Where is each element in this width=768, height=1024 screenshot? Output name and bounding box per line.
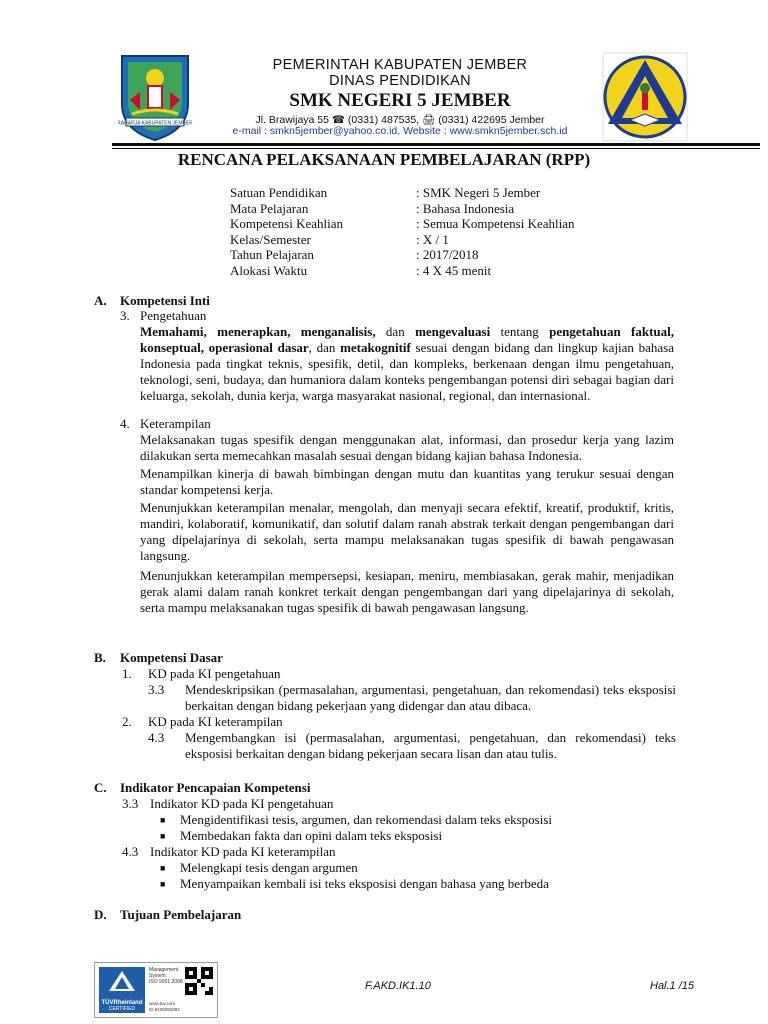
indicator-text: Menyampaikan kembali isi teks eksposisi dengan bahasa yang berbeda xyxy=(180,876,549,891)
bullet-icon: ■ xyxy=(160,879,166,889)
kd-number: 3.3 xyxy=(148,682,165,697)
ki4-paragraph-3: Menunjukkan keterampilan menalar, mengolah, dan menyaji secara efektif, kreatif, produktif, kritis, mandiri, kolaboratif, komunikatif, dan solutif dalam ranah abstrak terkait dengan pengembangan dari yang dipelajarinya di sekolah, serta mampu melaksanakan tugas spesifik di bawah pengawasan langsung. xyxy=(140,500,674,563)
bullet-icon: ■ xyxy=(160,863,166,873)
school-contact[interactable]: e-mail : smkn5jember@yahoo.co.id, Website : www.smkn5jember.sch.id xyxy=(232,125,568,137)
ki4-heading xyxy=(120,416,211,432)
section-title: Kompetensi Inti xyxy=(120,293,210,308)
section-letter: C. xyxy=(94,780,107,795)
school-address: Jl. Brawijaya 55 ☎ (0331) 487535, 🖨 (0331) 422695 Jember xyxy=(255,114,545,126)
info-label: Kelas/Semester xyxy=(230,231,311,247)
tuv-logo xyxy=(99,967,145,1013)
kd-knowledge-heading xyxy=(122,666,280,682)
cert-text xyxy=(149,967,183,985)
info-label: Tahun Pelajaran xyxy=(230,247,314,262)
item-number: 3.3 xyxy=(122,796,139,811)
header-rule-thick xyxy=(112,143,760,146)
section-letter: D. xyxy=(94,907,107,922)
bold-text: mengevaluasi xyxy=(415,324,491,339)
section-c-heading xyxy=(94,780,310,796)
indicator-item xyxy=(160,828,442,844)
info-row xyxy=(230,247,575,263)
document-code: F.AKD.IK1.10 xyxy=(365,980,431,992)
ki4-paragraph-2: Menampilkan kinerja di bawah bimbingan dengan mutu dan kuantitas yang terukur sesuai dengan standar kompetensi kerja. xyxy=(140,466,674,497)
item-number: 4. xyxy=(120,416,130,431)
text: , dan xyxy=(308,340,341,355)
info-value: : SMK Negeri 5 Jember xyxy=(416,185,541,200)
kd-3-3 xyxy=(148,682,676,714)
section-b-heading xyxy=(94,650,223,666)
section-title: Indikator Pencapaian Kompetensi xyxy=(120,780,311,795)
info-label: Satuan Pendidikan xyxy=(230,185,328,200)
section-letter: A. xyxy=(94,293,107,308)
ki3-paragraph xyxy=(140,324,674,404)
indicator-skill-heading xyxy=(122,844,336,860)
cert-url: www.tuv.com xyxy=(149,1001,176,1006)
info-row xyxy=(230,232,575,248)
bullet-icon: ■ xyxy=(160,831,166,841)
school-name: SMK NEGERI 5 JEMBER xyxy=(289,90,511,111)
info-row xyxy=(230,201,575,217)
school-logo xyxy=(602,52,688,142)
info-label: Mata Pelajaran xyxy=(230,200,309,216)
indicator-text: Membedakan fakta dan opini dalam teks eksposisi xyxy=(180,828,443,843)
text: dan xyxy=(375,324,416,339)
item-label: Pengetahuan xyxy=(140,308,207,323)
section-letter: B. xyxy=(94,650,106,665)
info-row xyxy=(230,263,575,279)
tuv-certified: CERTIFIED xyxy=(108,1006,136,1012)
government-name: PEMERINTAH KABUPATEN JEMBER xyxy=(272,57,528,73)
kd-skill-heading xyxy=(122,714,283,730)
info-row xyxy=(230,216,575,232)
logo-caption: RAHARJA KABUPATEN JEMBER xyxy=(118,120,192,127)
cert-line: ISO 9001:2008 xyxy=(149,979,183,985)
indicator-item xyxy=(160,860,358,876)
jember-regency-logo xyxy=(118,52,192,142)
text: sesuai dengan bidang dan lingkup kajian bahasa Indonesia pada tingkat teknis, spesifik, detil, dan kompleks, berkenaan dengan ilmu pengetahuan, teknologi, seni, budaya, dan humaniora dalam konteks pengembangan potensi diri sebagai bagian dari keluarga, sekolah, dunia kerja, warga masyarakat nasional, regional, dan internasional. xyxy=(140,340,674,403)
item-label: Indikator KD pada KI pengetahuan xyxy=(150,796,334,811)
indicator-knowledge-heading xyxy=(122,796,333,812)
info-row xyxy=(230,185,575,201)
qr-code-icon xyxy=(185,967,213,995)
cert-meta xyxy=(149,1001,180,1012)
iso-certification-badge xyxy=(94,962,218,1018)
bold-text: metakognitif xyxy=(340,340,411,355)
info-value: : X / 1 xyxy=(416,231,449,247)
bold-text: Memahami, menerapkan, menganalisis, xyxy=(140,324,376,339)
item-label: Indikator KD pada KI keterampilan xyxy=(150,844,336,859)
cert-line: System xyxy=(149,973,166,979)
text: tentang xyxy=(490,324,550,339)
section-d-heading xyxy=(94,907,241,923)
section-a-heading xyxy=(94,293,210,309)
department-name: DINAS PENDIDIKAN xyxy=(329,73,471,89)
document-title: RENCANA PELAKSANAAN PEMBELAJARAN (RPP) xyxy=(177,150,591,169)
cert-line: Management xyxy=(149,967,179,973)
section-title: Kompetensi Dasar xyxy=(120,650,223,665)
kd-4-3 xyxy=(148,730,676,762)
ki4-paragraph-4: Menunjukkan keterampilan mempersepsi, kesiapan, meniru, membiasakan, gerak mahir, menjadikan gerak alami dalam ranah konkret terkait dengan pengembangan dari yang dipelajarinya di sekolah, serta mampu melaksanakan tugas spesifik di bawah pengawasan langsung. xyxy=(140,568,674,615)
header-rule-thin xyxy=(112,148,760,149)
kd-text: Mengembangkan isi (permasalahan, argumentasi, pengetahuan, dan rekomendasi) teks eksposisi berkaitan dengan bidang pekerjaan secara lisan dan atau tulis. xyxy=(185,730,676,761)
info-label: Alokasi Waktu xyxy=(230,262,308,278)
cert-id: ID 9105082382 xyxy=(149,1006,180,1012)
ki3-heading xyxy=(120,308,206,324)
indicator-item xyxy=(160,812,552,828)
bold-text: pengetahuan faktual, konseptual, operasional dasar xyxy=(140,324,675,355)
item-label: Keterampilan xyxy=(140,416,211,431)
item-label: KD pada KI keterampilan xyxy=(148,714,283,729)
item-number: 2. xyxy=(122,714,132,729)
kd-text: Mendeskripsikan (permasalahan, argumentasi, pengetahuan, dan rekomendasi) teks eksposisi berkaitan dengan bidang pekerjaan yang didengar dan atau dibaca. xyxy=(185,682,676,713)
info-value: : Semua Kompetensi Keahlian xyxy=(416,216,575,231)
indicator-item xyxy=(160,876,549,892)
kd-number: 4.3 xyxy=(148,730,165,745)
info-value: : 2017/2018 xyxy=(416,247,479,262)
section-title: Tujuan Pembelajaran xyxy=(120,907,242,922)
info-label: Kompetensi Keahlian xyxy=(230,216,343,231)
item-number: 4.3 xyxy=(122,844,139,859)
info-table xyxy=(230,185,575,278)
item-number: 3. xyxy=(120,308,130,323)
ki4-paragraph-1: Melaksanakan tugas spesifik dengan menggunakan alat, informasi, dan prosedur kerja yang lazim dilakukan serta memecahkan masalah sesuai dengan bidang kajian bahasa Indonesia. xyxy=(140,432,674,463)
bullet-icon: ■ xyxy=(160,815,166,825)
indicator-text: Mengidentifikasi tesis, argumen, dan rekomendasi dalam teks eksposisi xyxy=(180,812,552,827)
tuv-brand: TÜVRheinland xyxy=(101,1000,143,1006)
info-value: : 4 X 45 menit xyxy=(416,262,492,278)
indicator-text: Melengkapi tesis dengan argumen xyxy=(180,860,358,875)
info-value: : Bahasa Indonesia xyxy=(416,200,515,216)
item-label: KD pada KI pengetahuan xyxy=(148,666,281,681)
page-number: Hal.1 /15 xyxy=(650,980,695,992)
item-number: 1. xyxy=(122,666,132,681)
